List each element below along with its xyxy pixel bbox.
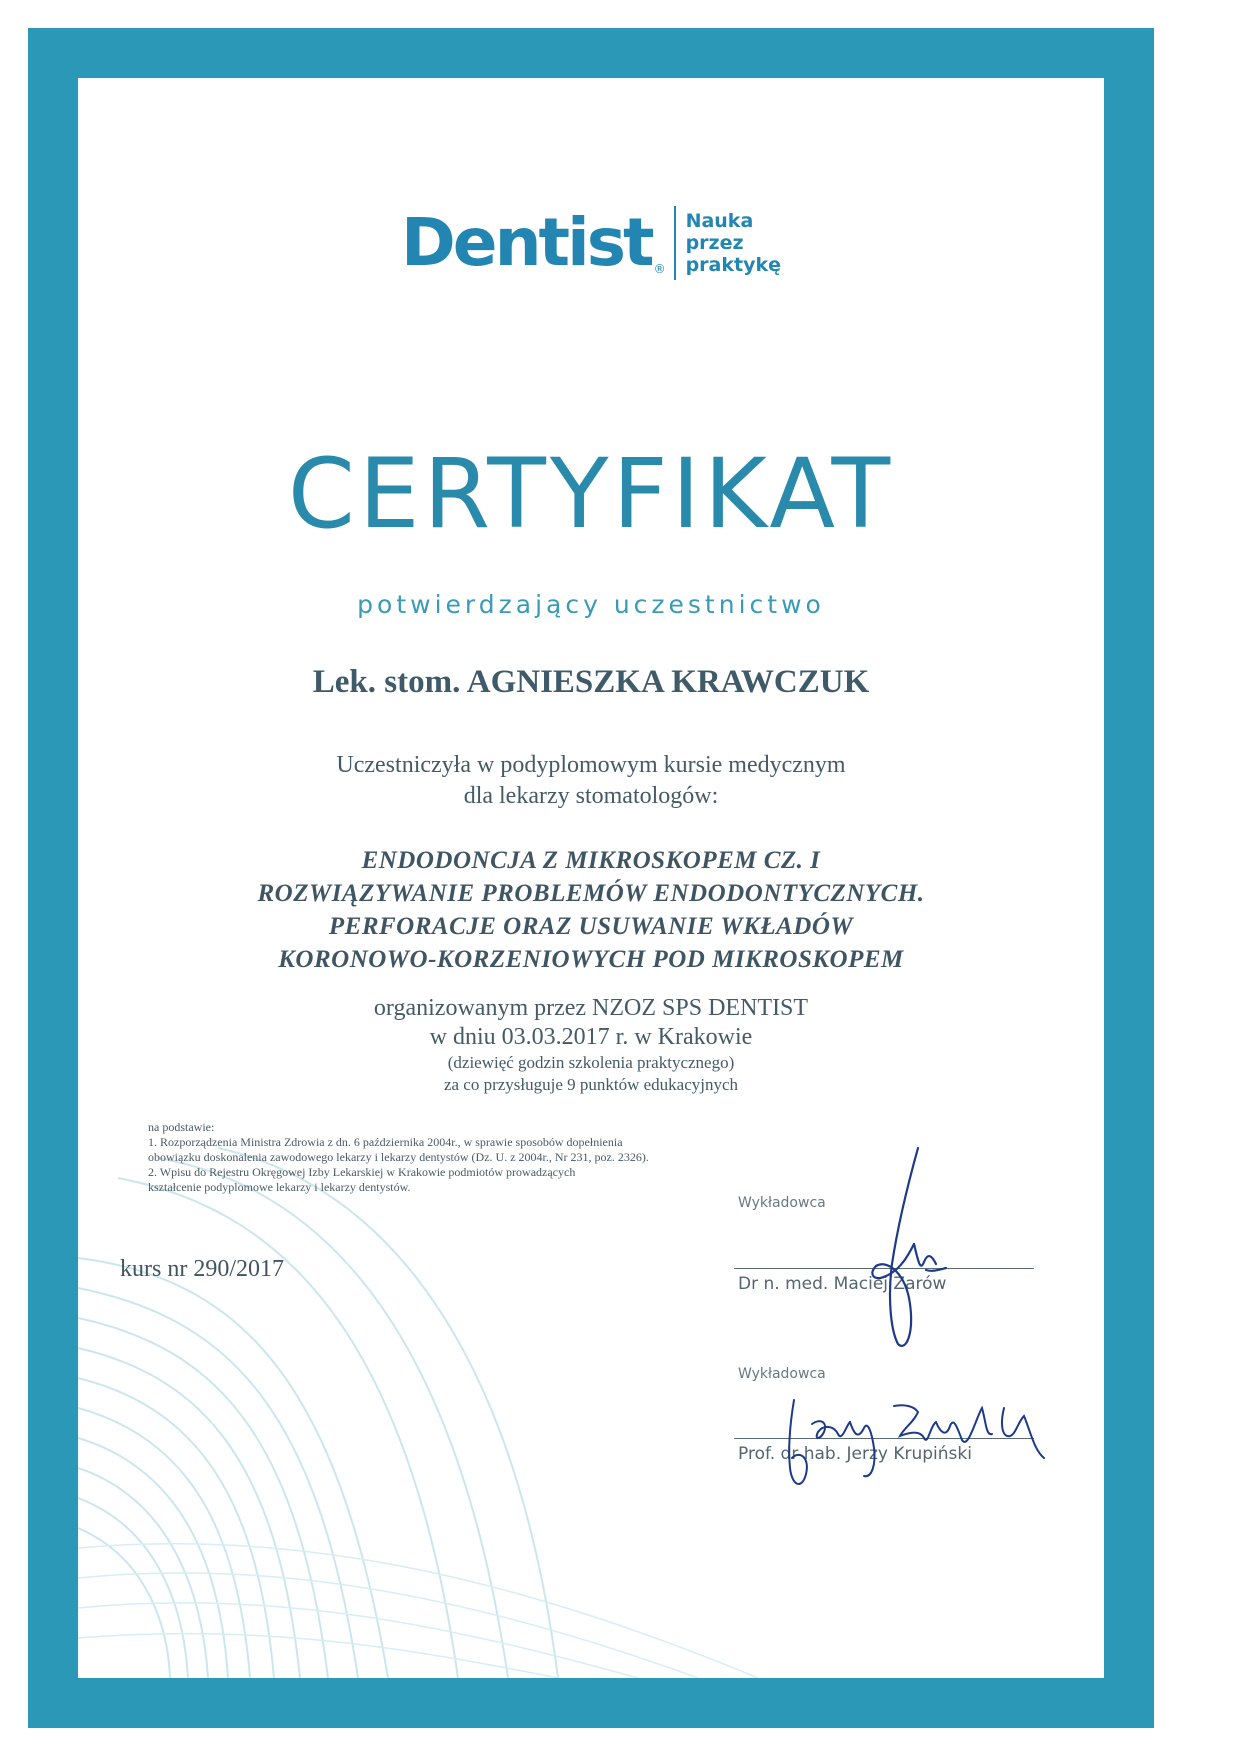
logo-tagline [686,210,781,276]
signature-role-label: Wykładowca [738,1366,826,1382]
organizer-line: organizowanym przez NZOZ SPS DENTIST [373,995,809,1021]
participation-line: Uczestniczyła w podyplomowym kursie medycznym [336,752,846,778]
course-number: kurs nr 290/2017 [120,1256,284,1282]
participation-statement [78,750,1104,812]
logo-tagline-line: praktykę [685,254,781,276]
certificate-subtitle: potwierdzający uczestnictwo [357,590,825,619]
course-title [78,844,1104,976]
legal-basis-line: na podstawie: [148,1120,215,1134]
signature-name: Prof. dr hab. Jerzy Krupiński [738,1444,972,1464]
handwritten-signature-2 [754,1378,1054,1498]
certificate-title: CERTYFIKAT [287,438,895,550]
legal-basis [148,1120,708,1195]
recipient-name: Lek. stom. AGNIESZKA KRAWCZUK [312,664,870,700]
education-points-line: za co przysługuje 9 punktów edukacyjnych [443,1075,739,1094]
logo-divider [674,206,676,280]
course-title-line: ROZWIĄZYWANIE PROBLEMÓW ENDODONTYCZNYCH. [257,880,925,907]
logo-tagline-line: Nauka [685,210,754,232]
logo-brand-text: Dentist [401,204,652,281]
certificate-content [78,78,1104,1678]
handwritten-signature-1 [848,1144,958,1354]
registered-mark: ® [653,262,666,276]
signature-name: Dr n. med. Maciej Żarów [738,1274,947,1294]
training-details [78,1052,1104,1096]
participation-line: dla lekarzy stomatologów: [463,783,719,809]
legal-basis-line: kształcenie podyplomowe lekarzy i lekarzy dentystów. [148,1180,411,1194]
course-title-line: PERFORACJE ORAZ USUWANIE WKŁADÓW [328,913,854,940]
dentist-logo [78,206,1104,280]
legal-basis-line: obowiązku doskonalenia zawodowego lekarzy i lekarzy dentystów (Dz. U. z 2004r., Nr 231, poz. 2326). [148,1150,649,1164]
legal-basis-line: 1. Rozporządzenia Ministra Zdrowia z dn. 6 października 2004r., w sprawie sposobów dopełnienia [148,1135,623,1149]
training-hours-line: (dziewięć godzin szkolenia praktycznego) [447,1053,735,1072]
course-title-line: KORONOWO-KORZENIOWYCH POD MIKROSKOPEM [278,946,904,973]
outer-frame [28,28,1154,1728]
logo-tagline-line: przez [685,232,744,254]
organizer-statement [78,994,1104,1052]
certificate-sheet [78,78,1104,1678]
legal-basis-line: 2. Wpisu do Rejestru Okręgowej Izby Lekarskiej w Krakowie podmiotów prowadzących [148,1165,576,1179]
course-title-line: ENDODONCJA Z MIKROSKOPEM CZ. I [361,847,821,874]
signature-role-label: Wykładowca [738,1195,826,1211]
organizer-date-line: w dniu 03.03.2017 r. w Krakowie [429,1024,753,1050]
